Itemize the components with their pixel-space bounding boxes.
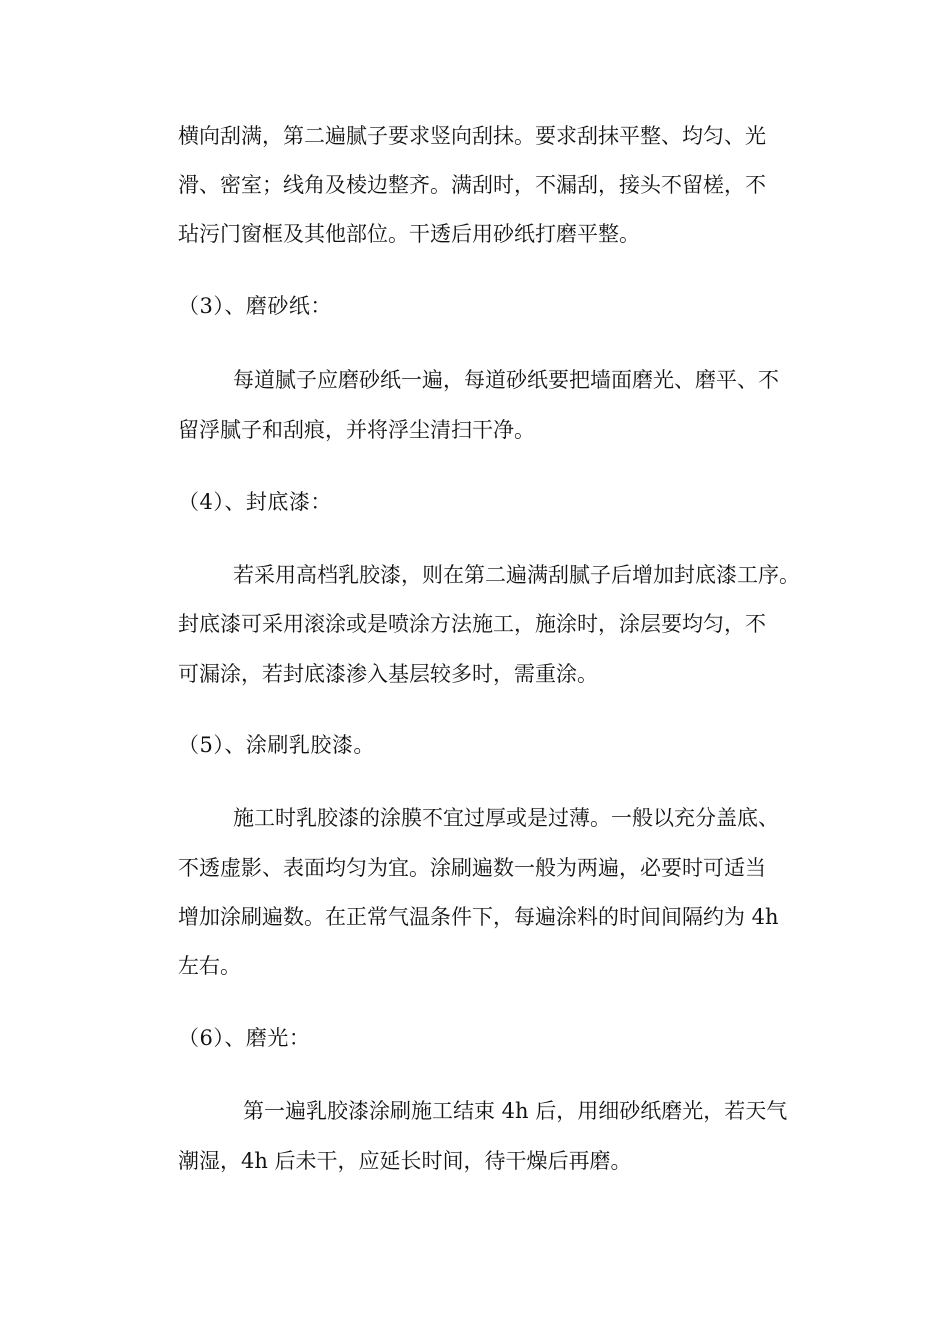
- text-line: 滑、密室；线角及棱边整齐。满刮时，不漏刮，接头不留槎，不: [178, 173, 766, 197]
- text-line: 施工时乳胶漆的涂膜不宜过厚或是过薄。一般以充分盖底、: [233, 806, 779, 830]
- text-line: 每道腻子应磨砂纸一遍，每道砂纸要把墙面磨光、磨平、不: [233, 368, 779, 392]
- text-line: 左右。: [178, 954, 241, 978]
- heading-text: （5）、涂刷乳胶漆。: [178, 733, 375, 757]
- heading-text: （4）、封底漆：: [178, 490, 332, 514]
- text-line: 横向刮满，第二遍腻子要求竖向刮抹。要求刮抹平整、均匀、光: [178, 124, 766, 148]
- text-line: 第一遍乳胶漆涂刷施工结束 4h 后，用细砂纸磨光，若天气: [243, 1099, 788, 1123]
- text-line: 封底漆可采用滚涂或是喷涂方法施工，施涂时，涂层要均匀，不: [178, 612, 766, 636]
- heading-text: （6）、磨光：: [178, 1026, 311, 1050]
- text-line: 玷污门窗框及其他部位。干透后用砂纸打磨平整。: [178, 222, 640, 246]
- text-line: 潮湿，4h 后未干，应延长时间，待干燥后再磨。: [178, 1149, 632, 1173]
- text-line: 若采用高档乳胶漆，则在第二遍满刮腻子后增加封底漆工序。: [233, 563, 800, 587]
- text-line: 增加涂刷遍数。在正常气温条件下，每遍涂料的时间间隔约为 4h: [178, 905, 779, 929]
- text-line: 可漏涂，若封底漆渗入基层较多时，需重涂。: [178, 662, 598, 686]
- heading-text: （3）、磨砂纸：: [178, 294, 332, 318]
- text-line: 不透虚影、表面均匀为宜。涂刷遍数一般为两遍，必要时可适当: [178, 856, 766, 880]
- text-line: 留浮腻子和刮痕，并将浮尘清扫干净。: [178, 418, 535, 442]
